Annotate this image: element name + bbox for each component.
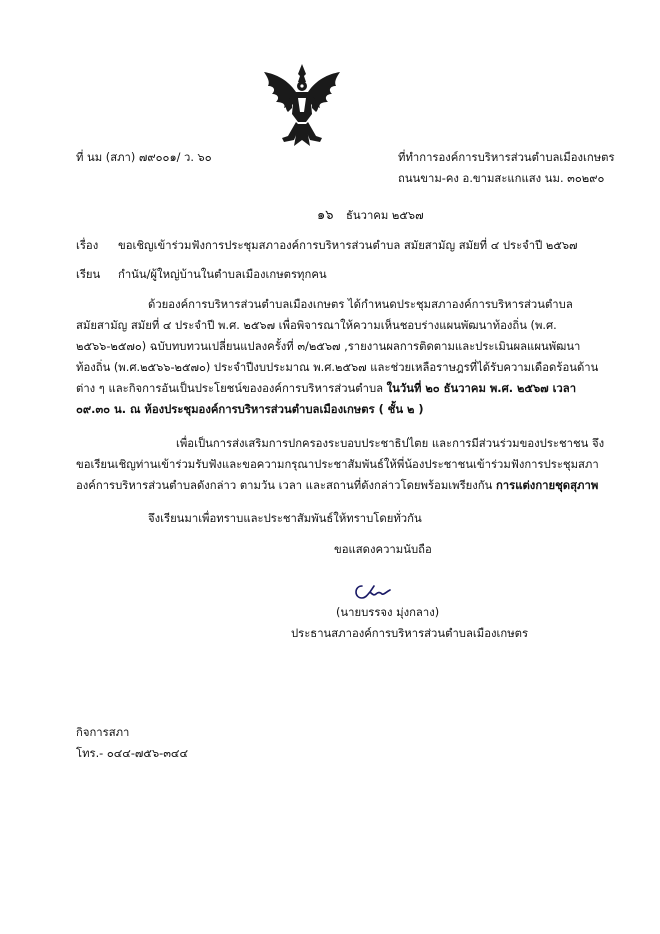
garuda-emblem-icon xyxy=(262,62,342,150)
body-paragraph1-line3: ๒๕๖๖-๒๕๗๐) ฉบับทบทวนเปลี่ยนแปลงครั้งที่ ๓/๒๕๖๗ ,รายงานผลการติดตามและประเมินผลแผนพัฒนา xyxy=(76,340,581,353)
date-day: ๑๖ xyxy=(317,208,334,223)
meeting-date-emphasis: ในวันที่ ๒๐ ธันวาคม พ.ศ. ๒๕๖๗ เวลา xyxy=(386,382,577,395)
office-address-line1: ที่ทำการองค์การบริหารส่วนตำบลเมืองเกษตร xyxy=(398,151,615,164)
signature-icon xyxy=(350,580,394,602)
recipient-text: กำนัน/ผู้ใหญ่บ้านในตำบลเมืองเกษตรทุกคน xyxy=(118,268,327,281)
body-paragraph3: จึงเรียนมาเพื่อทราบและประชาสัมพันธ์ให้ทราบโดยทั่วกัน xyxy=(148,512,422,525)
dress-code-emphasis: การแต่งกายชุดสุภาพ xyxy=(495,479,599,492)
body-paragraph1-line5 xyxy=(76,381,576,396)
subject-text: ขอเชิญเข้าร่วมฟังการประชุมสภาองค์การบริหารส่วนตำบล สมัยสามัญ สมัยที่ ๔ ประจำปี ๒๕๖๗ xyxy=(118,239,578,252)
subject-label: เรื่อง xyxy=(76,239,99,252)
meeting-time-location: ๐๙.๓๐ น. ณ ห้องประชุมองค์การบริหารส่วนตำบลเมืองเกษตร ( ชั้น ๒ ) xyxy=(76,403,424,416)
closing-regards: ขอแสดงความนับถือ xyxy=(334,543,432,556)
body-paragraph1-line4: ท้องถิ่น (พ.ศ.๒๕๖๖-๒๕๗๐) ประจำปีงบประมาณ พ.ศ.๒๕๖๗ และช่วยเหลือราษฎรที่ได้รับความเดือดร้อนด้าน xyxy=(76,361,599,374)
footer-phone: โทร.- ๐๔๔-๗๕๖-๓๔๔ xyxy=(76,747,189,760)
recipient-label: เรียน xyxy=(76,268,101,281)
date-month-year: ธันวาคม ๒๕๖๗ xyxy=(346,209,424,222)
body-paragraph2-line3 xyxy=(76,478,598,493)
body-paragraph2-line1: เพื่อเป็นการส่งเสริมการปกครองระบอบประชาธิปไตย และการมีส่วนร่วมของประชาชน จึง xyxy=(176,437,605,450)
reference-number: ที่ นม (สภา) ๗๙๐๐๑/ ว. ๖๐ xyxy=(76,151,212,164)
signer-title: ประธานสภาองค์การบริหารส่วนตำบลเมืองเกษตร xyxy=(291,627,529,640)
body-paragraph1-line5-text: ต่าง ๆ และกิจการอันเป็นประโยชน์ขององค์การบริหารส่วนตำบล xyxy=(76,382,387,395)
office-address-line2: ถนนขาม-คง อ.ขามสะแกแสง นม. ๓๐๒๙๐ xyxy=(398,172,605,185)
body-paragraph2-line2: ขอเรียนเชิญท่านเข้าร่วมรับฟังและขอความกรุณาประชาสัมพันธ์ให้พี่น้องประชาชนเข้าร่วมฟังการประชุมสภา xyxy=(76,458,599,471)
footer-department: กิจการสภา xyxy=(76,726,130,739)
signer-name: (นายบรรจง มุ่งกลาง) xyxy=(336,606,440,619)
body-paragraph2-line3-text: องค์การบริหารส่วนตำบลดังกล่าว ตามวัน เวลา และสถานที่ดังกล่าวโดยพร้อมเพรียงกัน xyxy=(76,479,496,492)
body-paragraph1-line2: สมัยสามัญ สมัยที่ ๔ ประจำปี พ.ศ. ๒๕๖๗ เพื่อพิจารณาให้ความเห็นชอบร่างแผนพัฒนาท้องถิ่น (พ.ศ. xyxy=(76,319,557,332)
body-paragraph1-line1: ด้วยองค์การบริหารส่วนตำบลเมืองเกษตร ได้กำหนดประชุมสภาองค์การบริหารส่วนตำบล xyxy=(148,298,573,311)
